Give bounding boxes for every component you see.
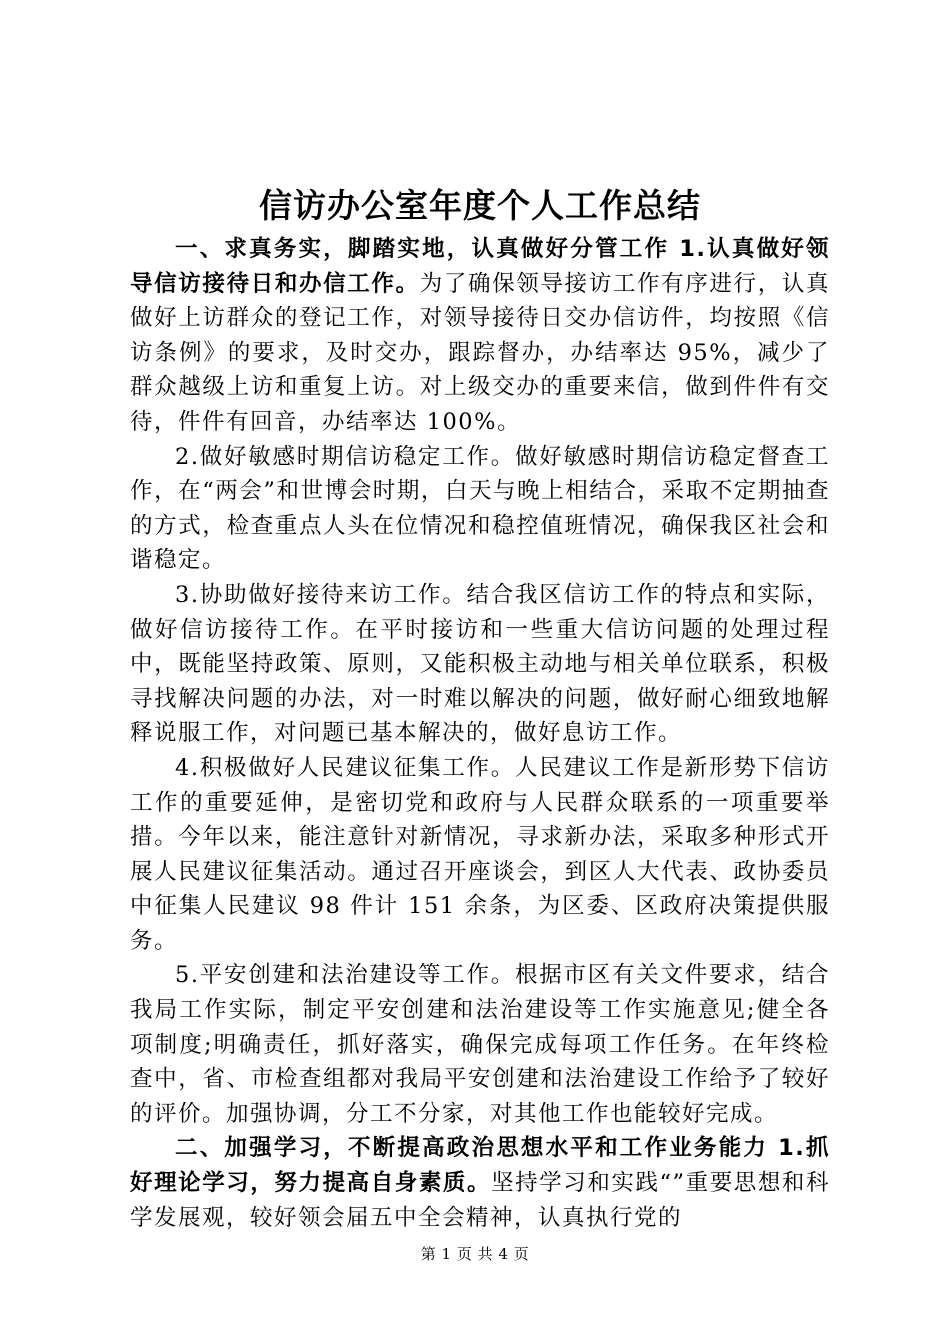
page-footer: 第 1 页 共 4 页	[420, 1245, 530, 1263]
paragraph-1	[130, 232, 830, 440]
paragraph-6	[130, 1131, 830, 1235]
paragraph-3	[130, 578, 830, 751]
section-heading-2: 二、加强学习，不断提高政治思想水平和工作业务能力 1.抓好理论学习，努力提高自身素质。	[130, 1135, 830, 1197]
paragraph-4	[130, 751, 830, 959]
paragraph-1-body: 为了确保领导接访工作有序进行，认真做好上访群众的登记工作，对领导接待日交办信访件，均按照《信访条例》的要求，及时交办，跟踪督办，办结率达 95%，减少了群众越级上访和重复上访。对上级交办的重要来信，做到件件有交待，件件有回音，办结率达 100%。	[130, 270, 830, 435]
document-page	[130, 182, 830, 1235]
paragraph-4-body: 4.积极做好人民建议征集工作。人民建议工作是新形势下信访工作的重要延伸，是密切党和政府与人民群众联系的一项重要举措。今年以来，能注意针对新情况，寻求新办法，采取多种形式开展人民建议征集活动。通过召开座谈会，到区人大代表、政协委员中征集人民建议 98 件计 151 余条，为区委、区政府决策提供服务。	[130, 754, 830, 954]
paragraph-2-body: 2.做好敏感时期信访稳定工作。做好敏感时期信访稳定督查工作，在“两会”和世博会时期，白天与晚上相结合，采取不定期抽查的方式，检查重点人头在位情况和稳控值班情况，确保我区社会和谐稳定。	[130, 443, 830, 574]
document-title: 信访办公室年度个人工作总结	[259, 186, 701, 225]
paragraph-2	[130, 440, 830, 578]
paragraph-5	[130, 958, 830, 1131]
paragraph-3-body: 3.协助做好接待来访工作。结合我区信访工作的特点和实际，做好信访接待工作。在平时接访和一些重大信访问题的处理过程中，既能坚持政策、原则，又能积极主动地与相关单位联系，积极寻找解决问题的办法，对一时难以解决的问题，做好耐心细致地解释说服工作，对问题已基本解决的，做好息访工作。	[130, 581, 830, 747]
paragraph-5-body: 5.平安创建和法治建设等工作。根据市区有关文件要求，结合我局工作实际，制定平安创建和法治建设等工作实施意见;健全各项制度;明确责任，抓好落实，确保完成每项工作任务。在年终检查中，省、市检查组都对我局平安创建和法治建设工作给予了较好的评价。加强协调，分工不分家，对其他工作也能较好完成。	[130, 962, 830, 1127]
paragraph-6-body: 坚持学习和实践“”重要思想和科学发展观，较好领会届五中全会精神，认真执行党的	[130, 1170, 830, 1231]
section-heading-1: 一、求真务实，脚踏实地，认真做好分管工作 1.认真做好领导信访接待日和办信工作。	[130, 236, 830, 297]
